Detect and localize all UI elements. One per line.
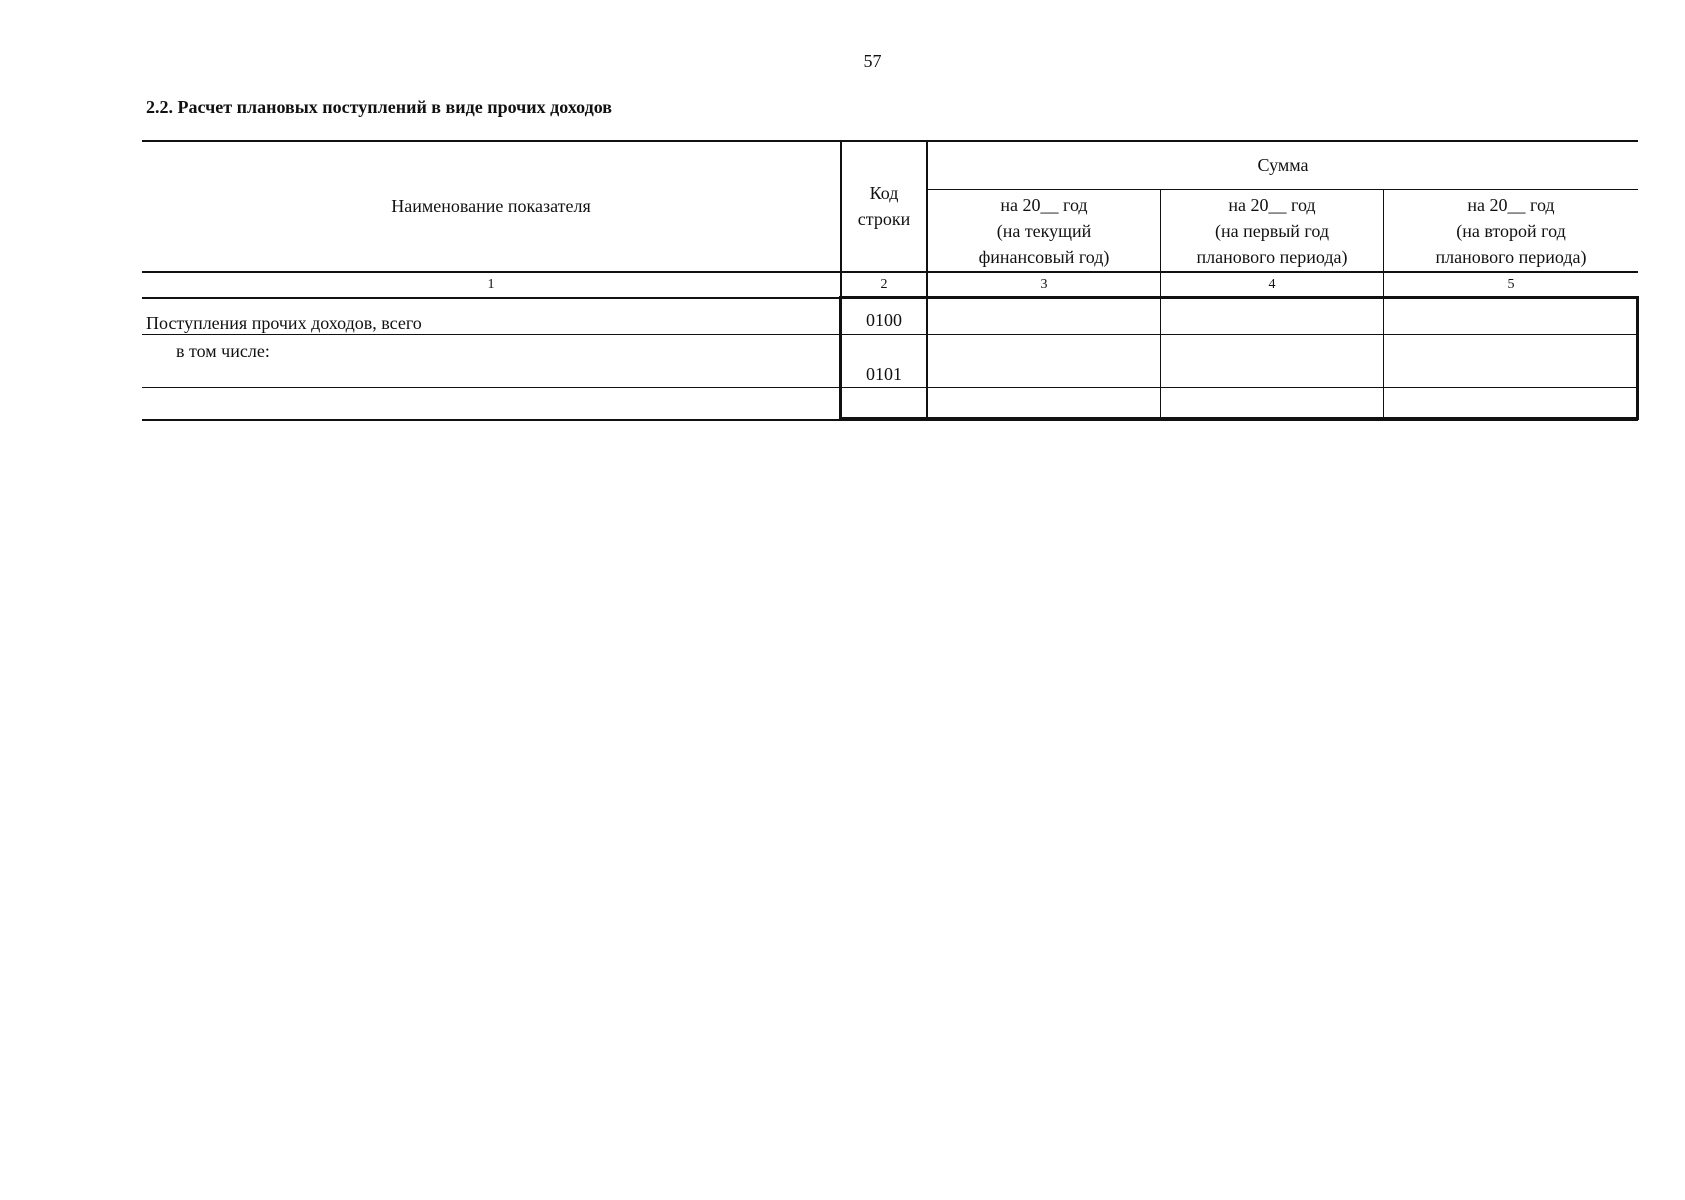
table-top-border <box>142 140 1638 142</box>
header-col3-line2: (на текущий <box>996 221 1092 241</box>
header-name: Наименование показателя <box>391 196 591 216</box>
data-area-frame <box>839 296 1639 420</box>
sum-header-divider <box>927 189 1638 190</box>
header-col4-line3: планового периода) <box>1196 247 1348 267</box>
page-number: 57 <box>863 51 882 71</box>
row-1-name: Поступления прочих доходов, всего <box>146 313 422 333</box>
header-col3-line1: на 20__ год <box>1000 195 1088 215</box>
column-number-5: 5 <box>1507 277 1515 292</box>
column-number-1: 1 <box>487 277 495 292</box>
header-bottom-border <box>142 271 1638 273</box>
header-col5-line2: (на второй год <box>1456 221 1566 241</box>
row-1-code: 0100 <box>866 310 902 330</box>
header-col4-line1: на 20__ год <box>1228 195 1316 215</box>
header-col5-line1: на 20__ год <box>1467 195 1555 215</box>
header-code-line2: строки <box>857 209 911 229</box>
column-number-2: 2 <box>880 277 888 292</box>
column-number-4: 4 <box>1268 277 1276 292</box>
section-title: 2.2. Расчет плановых поступлений в виде прочих доходов <box>146 97 612 117</box>
header-col4-line2: (на первый год <box>1214 221 1330 241</box>
header-sum: Сумма <box>1257 155 1309 175</box>
column-number-3: 3 <box>1040 277 1048 292</box>
header-col3-line3: финансовый год) <box>978 247 1110 267</box>
header-col5-line3: планового периода) <box>1435 247 1587 267</box>
row-2-name: в том числе: <box>176 341 270 361</box>
header-code-line1: Код <box>869 183 899 203</box>
row-2-code: 0101 <box>866 364 902 384</box>
